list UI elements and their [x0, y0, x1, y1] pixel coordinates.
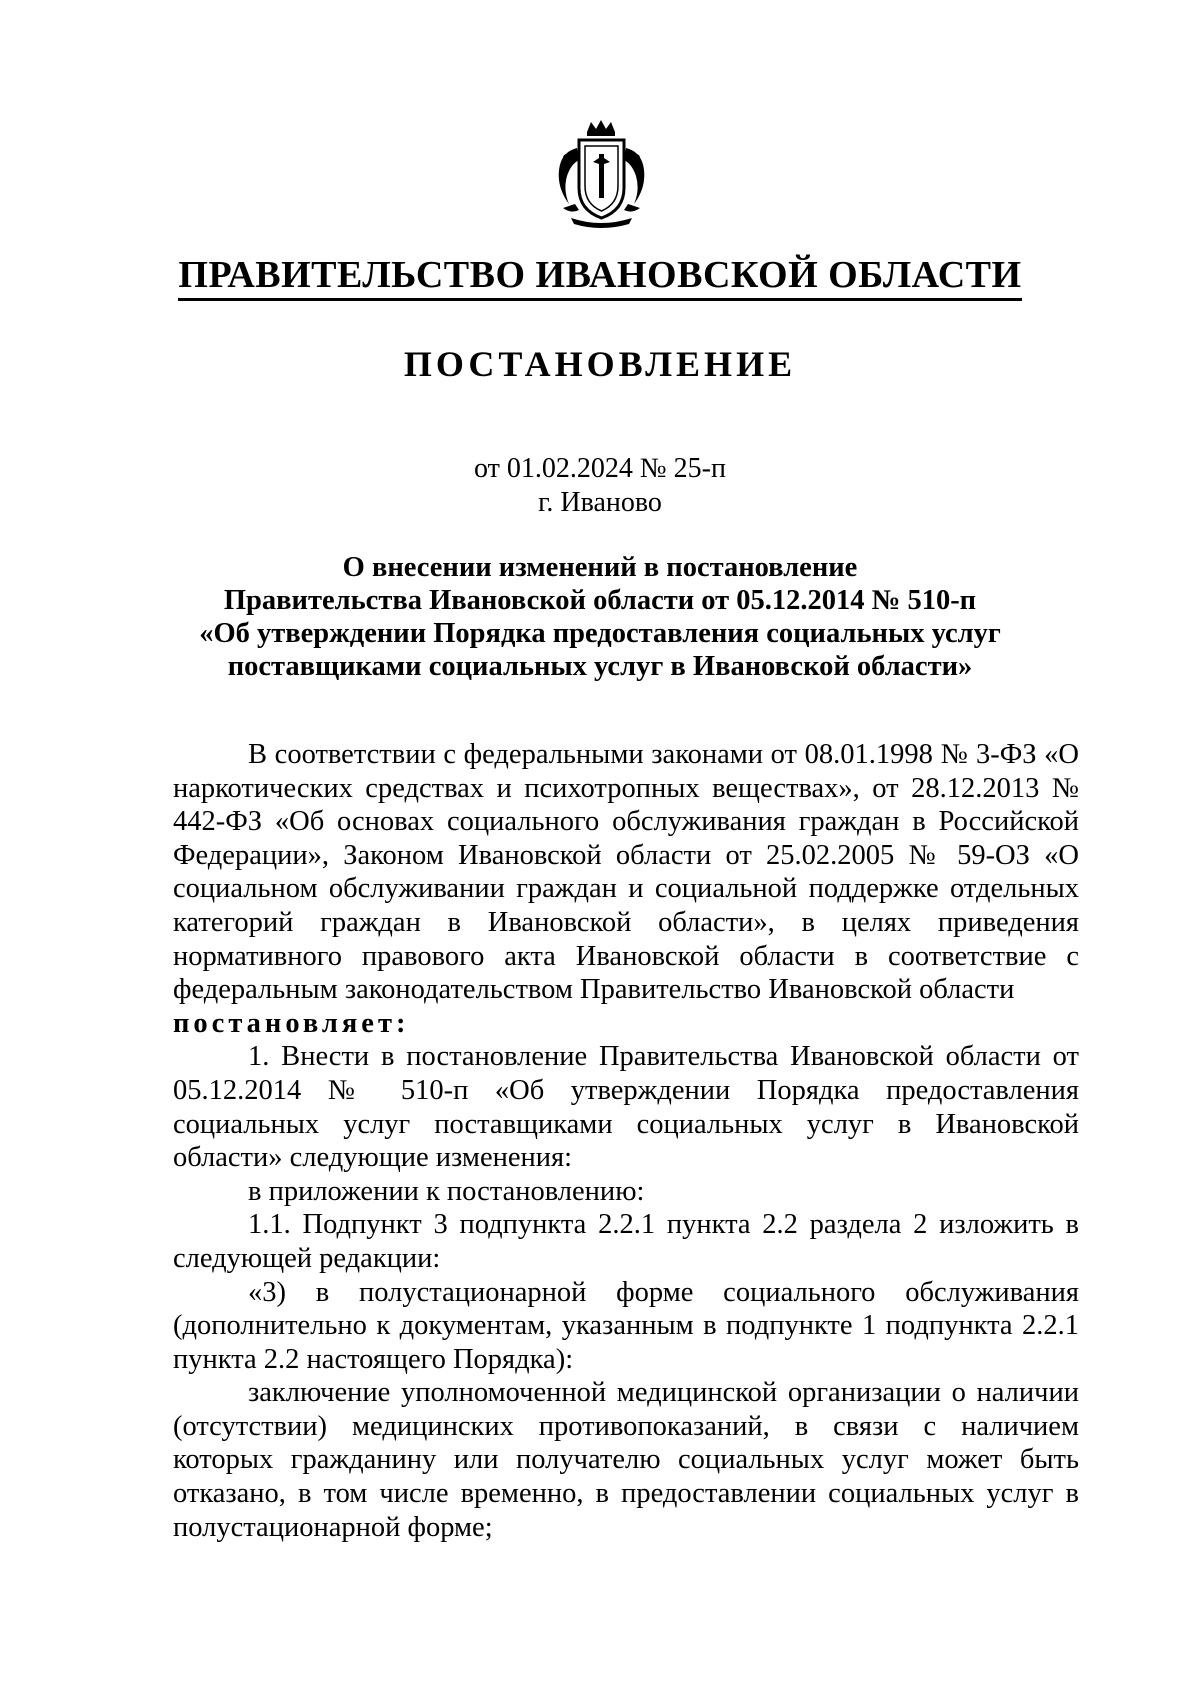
- city: г. Иваново: [538, 487, 662, 518]
- title-line-1: О внесении изменений в постановление: [342, 552, 858, 583]
- coat-of-arms-icon: [549, 118, 654, 228]
- item-1-paragraph: 1. Внести в постановление Правительства Ивановской области от 05.12.2014 № 510-п «Об утверждении Порядка предоставления социальных услуг поставщиками социальных услуг в Ивановской области» следующие изменения:: [173, 1041, 1079, 1174]
- document-meta: [0, 452, 1200, 520]
- annex-paragraph: в приложении к постановлению:: [248, 1175, 645, 1207]
- document-type: ПОСТАНОВЛЕНИЕ: [403, 344, 797, 384]
- resolves-word: постановляет:: [173, 1007, 410, 1039]
- document-body: [173, 738, 1079, 1544]
- quoted-item-3-paragraph: «3) в полустационарной форме социального обслуживания (дополнительно к документам, указанным в подпункте 1 подпункта 2.2.1 пункта 2.2 настоящего Порядка):: [173, 1276, 1079, 1375]
- preamble-paragraph: В соответствии с федеральными законами от 08.01.1998 № 3-ФЗ «О наркотических средствах и психотропных веществах», от 28.12.2013 № 442-ФЗ «Об основах социального обслуживания граждан в Российской Федерации», Законом Ивановской области от 25.02.2005 № 59-ОЗ «О социальном обслуживании граждан и социальной поддержке отдельных категорий граждан в Ивановской области», в целях приведения нормативного правового акта Ивановской области в соответствие с федеральным законодательством Правительство Ивановской области: [173, 739, 1079, 1006]
- title-line-4: поставщиками социальных услуг в Ивановской области»: [227, 651, 973, 682]
- document-title: [120, 551, 1080, 683]
- date-number: от 01.02.2024 № 25-п: [474, 453, 726, 484]
- conclusion-paragraph: заключение уполномоченной медицинской организации о наличии (отсутствии) медицинских противопоказаний, в связи с наличием которых гражданину или получателю социальных услуг может быть отказано, в том числе временно, в предоставлении социальных услуг в полустационарной форме;: [173, 1377, 1079, 1543]
- organization-name: ПРАВИТЕЛЬСТВО ИВАНОВСКОЙ ОБЛАСТИ: [0, 253, 1200, 297]
- item-1-1-paragraph: 1.1. Подпункт 3 подпункта 2.2.1 пункта 2.2 раздела 2 изложить в следующей редакции:: [173, 1209, 1079, 1274]
- resolves-line: [173, 1007, 1079, 1041]
- title-line-2: Правительства Ивановской области от 05.12.2014 № 510-п: [223, 585, 977, 616]
- title-line-3: «Об утверждении Порядка предоставления социальных услуг: [199, 618, 1001, 649]
